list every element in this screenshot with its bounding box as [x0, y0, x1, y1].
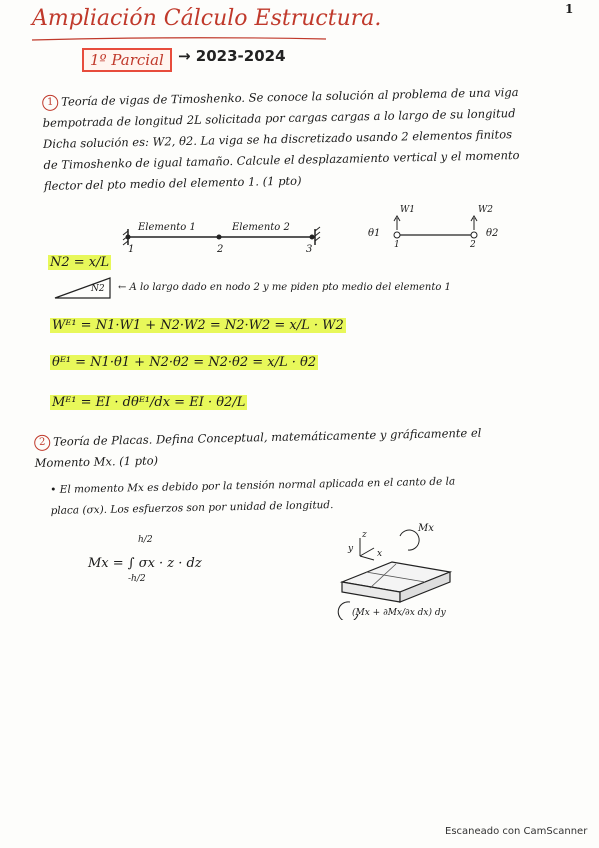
- year-label: → 2023-2024: [178, 47, 286, 65]
- n2-formula: N2 = x/L: [50, 255, 110, 270]
- q2-bullet-1: • El momento Mx es debido por la tensión normal aplicada en el canto de la: [50, 475, 456, 496]
- integral-upper-limit: h/2: [138, 535, 153, 545]
- w2-label: W2: [478, 205, 493, 215]
- q1-note: ← A lo largo dado en nodo 2 y me piden pto medio del elemento 1: [118, 282, 451, 293]
- plate-diagram: [330, 520, 460, 620]
- q2-line-1: Teoría de Placas. Defina Conceptual, matemáticamente y gráficamente el: [53, 425, 482, 449]
- node-3-label: 3: [306, 244, 313, 255]
- axis-y-label: y: [348, 544, 354, 554]
- q1-line-5: flector del pto medio del elemento 1. (1 pto): [43, 173, 302, 193]
- q1-line-2: bempotrada de longitud 2L solicitada por cargas cargas a lo largo de su longitud: [42, 106, 516, 130]
- moment-formula: Mᴱ¹ = EI · dθᴱ¹/dx = EI · θ2/L: [52, 395, 246, 410]
- parcial-label: 1º Parcial: [82, 48, 172, 72]
- q2-statement: [34, 421, 580, 474]
- axis-x-label: x: [377, 549, 383, 559]
- element-1-label: Elemento 1: [138, 222, 196, 233]
- mx-label: Mx: [418, 523, 434, 534]
- axis-z-label: z: [362, 530, 367, 540]
- dof-node-2: 2: [470, 240, 476, 250]
- theta2-label: θ2: [486, 228, 499, 239]
- mx-integral: Mx = ∫ σx · z · dz: [88, 556, 202, 571]
- w-formula: Wᴱ¹ = N1·W1 + N2·W2 = N2·W2 = x/L · W2: [52, 318, 344, 333]
- mx-increment-label: (Mx + ∂Mx/∂x dx) dy: [352, 608, 446, 618]
- integral-lower-limit: -h/2: [128, 574, 146, 584]
- page-number: 1: [565, 2, 574, 16]
- q1-number: 1: [42, 95, 58, 111]
- q2-answer: [50, 469, 581, 522]
- node-2-label: 2: [217, 244, 224, 255]
- q2-bullet-2: placa (σx). Los esfuerzos son por unidad de longitud.: [50, 499, 334, 517]
- theta1-label: θ1: [368, 228, 381, 239]
- w1-label: W1: [400, 205, 415, 215]
- q2-number: 2: [34, 435, 50, 451]
- dof-node-1: 1: [394, 240, 400, 250]
- page-title: Ampliación Cálculo Estructura.: [32, 6, 382, 31]
- q1-line-4: de Timoshenko de igual tamaño. Calcule el desplazamiento vertical y el momento: [43, 148, 520, 172]
- title-underline: [30, 34, 330, 44]
- scanner-footer: Escaneado con CamScanner: [445, 826, 588, 837]
- q1-line-3: Dicha solución es: W2, θ2. La viga se ha discretizado usando 2 elementos finitos: [42, 127, 513, 151]
- q1-statement: [42, 81, 584, 197]
- element-2-label: Elemento 2: [232, 222, 290, 233]
- q2-line-2: Momento Mx. (1 pto): [34, 453, 159, 470]
- node-1-label: 1: [128, 244, 135, 255]
- theta-formula: θᴱ¹ = N1·θ1 + N2·θ2 = N2·θ2 = x/L · θ2: [52, 355, 317, 370]
- triangle-label: N2: [91, 284, 105, 294]
- q1-line-1: Teoría de vigas de Timoshenko. Se conoce la solución al problema de una viga: [61, 85, 519, 109]
